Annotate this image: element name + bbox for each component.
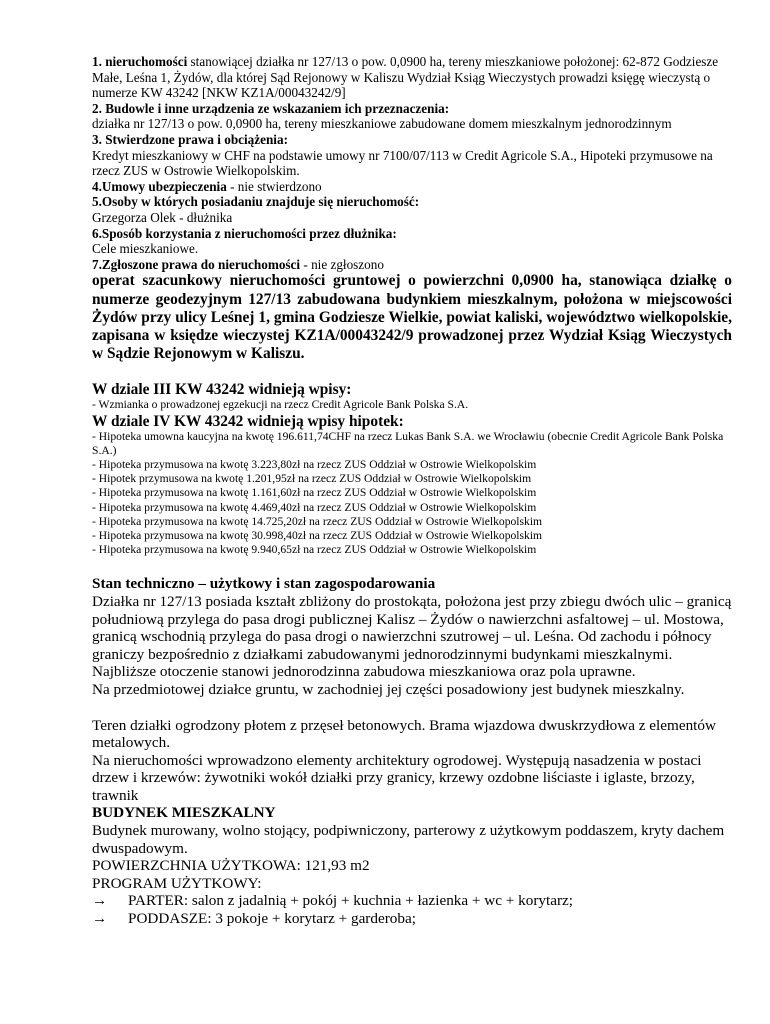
program-item-parter <box>92 892 732 910</box>
section-3-heading: 3. Stwierdzone prawa i obciążenia: <box>92 131 288 147</box>
section-7 <box>92 257 732 273</box>
section-4-text: - nie stwierdzono <box>226 178 322 194</box>
dzial-4-entry: - Hipotek przymusowa na kwotę 1.201,95zł na rzecz ZUS Oddział w Ostrowie Wielkopolskim <box>92 472 532 486</box>
section-4 <box>92 179 732 195</box>
dzial-4-entry: - Hipoteka przymusowa na kwotę 4.469,40zł na rzecz ZUS Oddział w Ostrowie Wielkopolskim <box>92 500 537 514</box>
section-3-text: Kredyt mieszkaniowy w CHF na podstawie umowy nr 7100/07/113 w Credit Agricole S.A., Hipoteki przymusowe na rzecz ZUS w Ostrowie Wielkopolskim. <box>92 147 713 179</box>
arrow-icon: → <box>92 892 108 910</box>
dzial-3-entry: - Wzmianka o prowadzonej egzekucji na rzecz Credit Agricole Bank Polska S.A. <box>92 398 469 412</box>
operat-paragraph: operat szacunkowy nieruchomości gruntowej o powierzchni 0,0900 ha, stanowiąca działkę o numerze geodezyjnym 127/13 zabudowana budynkiem mieszkalnym, położona w miejscowości Żydów przy ulicy Leśnej 1, gmina Godziesze Wielkie, powiat kaliski, województwo wielkopolskie, zapisana w księdze wieczystej KZ1A/00043242/9 prowadzonej przez Wydział Ksiąg Wieczystych w Sądzie Rejonowym w Kaliszu. <box>92 272 732 363</box>
section-1-label: 1. nieruchomości <box>92 54 188 69</box>
dzial-4-entry: - Hipoteka przymusowa na kwotę 9.940,65zł na rzecz ZUS Oddział w Ostrowie Wielkopolskim <box>92 543 537 557</box>
budynek-heading: BUDYNEK MIESZKALNY <box>92 804 276 822</box>
dzial-4-entry: - Hipoteka przymusowa na kwotę 1.161,60zł na rzecz ZUS Oddział w Ostrowie Wielkopolskim <box>92 486 537 500</box>
section-1 <box>92 54 732 101</box>
stan-para-3: Na przedmiotowej działce gruntu, w zachodniej jej części posadowiony jest budynek mieszkalny. <box>92 680 685 698</box>
budynek-program: PROGRAM UŻYTKOWY: <box>92 874 262 892</box>
section-5-heading: 5.Osoby w których posiadaniu znajduje się nieruchomość: <box>92 194 420 210</box>
dzial-4-entry: - Hipoteka umowna kaucyjna na kwotę 196.611,74CHF na rzecz Lukas Bank S.A. we Wrocławiu (obecnie Credit Agricole Bank Polska S.A.) <box>92 429 724 457</box>
program-item-poddasze <box>92 910 732 928</box>
dzial-4-entry: - Hipoteka przymusowa na kwotę 3.223,80zł na rzecz ZUS Oddział w Ostrowie Wielkopolskim <box>92 457 537 471</box>
stan-para-2: Najbliższe otoczenie stanowi jednorodzinna zabudowa mieszkaniowa oraz pola uprawne. <box>92 663 636 681</box>
stan-para-4: Teren działki ogrodzony płotem z przęseł betonowych. Brama wjazdowa dwuskrzydłowa z elementów metalowych. <box>92 716 716 752</box>
dzial-4-entry: - Hipoteka przymusowa na kwotę 14.725,20zł na rzecz ZUS Oddział w Ostrowie Wielkopolskim <box>92 514 543 528</box>
program-item-text: PARTER: salon z jadalnią + pokój + kuchnia + łazienka + wc + korytarz; <box>128 892 573 910</box>
stan-heading: Stan techniczno – użytkowy i stan zagospodarowania <box>92 575 436 593</box>
section-6-heading: 6.Sposób korzystania z nieruchomości przez dłużnika: <box>92 225 397 241</box>
section-2-text: działka nr 127/13 o pow. 0,0900 ha, tereny mieszkaniowe zabudowane domem mieszkalnym jednorodzinnym <box>92 116 672 132</box>
stan-para-1: Działka nr 127/13 posiada kształt zbliżony do prostokąta, położona jest przy zbiegu dwóch ulic – granicą południową przylega do pasa drogi publicznej Kalisz – Żydów o nawierzchni asfaltowej – ul. Mostowa, granicą wschodnią przylega do pasa drogi o nawierzchni szutrowej – ul. Leśna. Od zachodu i północy graniczy bezpośrednio z działkami zabudowanymi jednorodzinnymi budynkami mieszkalnymi. <box>92 592 732 663</box>
budynek-area: POWIERZCHNIA UŻYTKOWA: 121,93 m2 <box>92 857 370 875</box>
section-4-heading: 4.Umowy ubezpieczenia <box>92 178 227 194</box>
budynek-desc: Budynek murowany, wolno stojący, podpiwniczony, parterowy z użytkowym poddaszem, kryty dachem dwuspadowym. <box>92 822 725 857</box>
stan-para-5: Na nieruchomości wprowadzono elementy architektury ogrodowej. Występują nasadzenia w postaci drzew i krzewów: żywotniki wokół działki przy granicy, krzewy ozdobne liściaste i iglaste, brzozy, trawnik <box>92 751 702 804</box>
document-page <box>92 54 732 928</box>
section-6-text: Cele mieszkaniowe. <box>92 241 199 257</box>
section-5-text: Grzegorza Olek - dłużnika <box>92 209 233 225</box>
dzial-3-heading: W dziale III KW 43242 widnieją wpisy: <box>92 381 352 399</box>
section-7-heading: 7.Zgłoszone prawa do nieruchomości <box>92 256 301 272</box>
section-1-text: stanowiącej działka nr 127/13 o pow. 0,0900 ha, tereny mieszkaniowe położonej: 62-872 Godziesze Małe, Leśna 1, Żydów, dla której Sąd Rejonowy w Kaliszu Wydział Ksiąg Wieczystych prowadzi księgę wieczystą o numerze KW 43242 [NKW KZ1A/00043242/9] <box>92 54 719 101</box>
section-7-text: - nie zgłoszono <box>300 256 384 272</box>
section-2-heading: 2. Budowle i inne urządzenia ze wskazaniem ich przeznaczenia: <box>92 100 450 116</box>
program-item-text: PODDASZE: 3 pokoje + korytarz + garderoba; <box>128 910 416 928</box>
dzial-4-heading: W dziale IV KW 43242 widnieją wpisy hipotek: <box>92 412 404 430</box>
arrow-icon: → <box>92 910 108 928</box>
dzial-4-entry: - Hipoteka przymusowa na kwotę 30.998,40zł na rzecz ZUS Oddział w Ostrowie Wielkopolskim <box>92 528 543 542</box>
